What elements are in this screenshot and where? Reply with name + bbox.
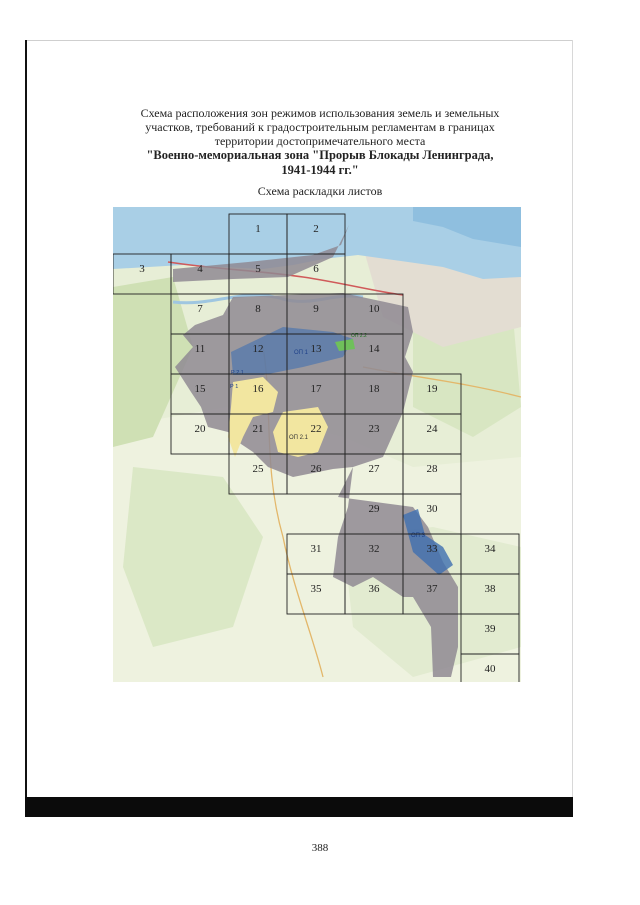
title-line-3: территории достопримечательного места: [214, 134, 426, 148]
sheet-number-8: 8: [255, 303, 261, 315]
sheet-number-2: 2: [313, 223, 319, 235]
sheet-number-33: 33: [426, 543, 438, 555]
sheet-number-11: 11: [194, 343, 206, 355]
sheet-number-5: 5: [255, 263, 261, 275]
scan-edge-left: [25, 40, 27, 800]
sheet-number-27: 27: [368, 463, 380, 475]
sheet-number-37: 37: [426, 583, 438, 595]
page-number: 388: [311, 842, 329, 854]
sheet-number-40: 40: [484, 663, 496, 675]
title-line-1: Схема расположения зон режимов использования земель и земельных: [140, 106, 500, 120]
sheet-number-23: 23: [368, 423, 380, 435]
sheet-number-30: 30: [426, 503, 438, 515]
sheet-number-19: 19: [426, 383, 438, 395]
sheet-number-21: 21: [252, 423, 264, 435]
sheet-number-34: 34: [484, 543, 496, 555]
sheet-number-20: 20: [194, 423, 206, 435]
sheet-number-18: 18: [368, 383, 380, 395]
sheet-number-28: 28: [426, 463, 438, 475]
title-line-4: "Военно-мемориальная зона "Прорыв Блокады Ленинграда,: [146, 148, 494, 162]
sheet-number-38: 38: [484, 583, 496, 595]
map-svg: [113, 207, 521, 682]
sheet-number-10: 10: [368, 303, 380, 315]
map-subtitle: Схема раскладки листов: [257, 184, 383, 198]
sheet-number-3: 3: [139, 263, 145, 275]
sheet-number-7: 7: [197, 303, 203, 315]
sheet-number-16: 16: [252, 383, 264, 395]
sheet-number-14: 14: [368, 343, 380, 355]
scan-edge-top: [25, 40, 573, 41]
zone-label-r1: Р 1: [230, 384, 239, 390]
sheet-number-9: 9: [313, 303, 319, 315]
sheet-number-17: 17: [310, 383, 322, 395]
sheet-number-31: 31: [310, 543, 322, 555]
title-line-5: 1941-1944 гг.": [281, 163, 359, 177]
sheet-number-35: 35: [310, 583, 322, 595]
sheet-number-6: 6: [313, 263, 319, 275]
sheet-number-25: 25: [252, 463, 264, 475]
sheet-number-24: 24: [426, 423, 438, 435]
sheet-number-12: 12: [252, 343, 264, 355]
map-title: [60, 106, 580, 178]
zone-label-op1: ОП 1: [294, 350, 308, 356]
sheet-layout-map[interactable]: [113, 207, 521, 682]
sheet-number-26: 26: [310, 463, 322, 475]
sheet-number-32: 32: [368, 543, 380, 555]
sheet-number-22: 22: [310, 423, 322, 435]
zone-label-op3: ОП 3: [411, 533, 425, 539]
zone-label-op21: ОП 2.1: [289, 435, 308, 441]
zone-label-r21: Р 2.1: [231, 370, 244, 376]
sheet-number-29: 29: [368, 503, 380, 515]
scan-bottom-bar: [25, 797, 573, 817]
sheet-number-1: 1: [255, 223, 261, 235]
sheet-number-36: 36: [368, 583, 380, 595]
sheet-number-4: 4: [197, 263, 203, 275]
sheet-number-13: 13: [310, 343, 322, 355]
zone-label-op22: ОП 2.2: [351, 333, 367, 339]
sheet-number-15: 15: [194, 383, 206, 395]
sheet-number-39: 39: [484, 623, 496, 635]
title-line-2: участков, требований к градостроительным регламентам в границах: [145, 120, 495, 134]
